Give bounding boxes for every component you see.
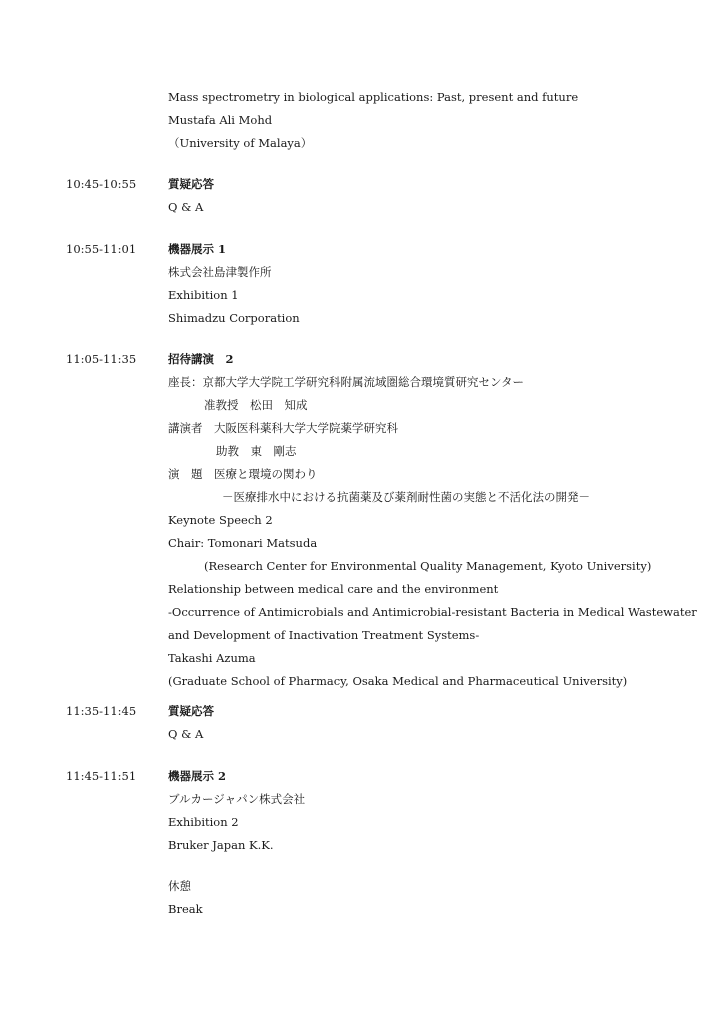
session-title-en: Exhibition 2 [168, 815, 239, 829]
session-time: 10:45-10:55 [66, 177, 137, 191]
talk-title: Mass spectrometry in biological applications: Past, present and future [168, 90, 579, 104]
session-subtitle: Q & A [168, 727, 204, 741]
chair-name-ja: 准教授 松田 知成 [204, 398, 308, 412]
break-title-en: Break [168, 902, 203, 916]
speaker-name: Mustafa Ali Mohd [168, 113, 273, 127]
talk-subtitle-ja: －医療排水中における抗菌薬及び薬剤耐性菌の実態と不活化法の開発－ [222, 490, 590, 504]
speaker-affiliation-ja: 講演者 大阪医科薬科大学大学院薬学研究科 [168, 421, 398, 435]
talk-title-ja: 演 題 医療と環境の関わり [168, 467, 318, 481]
company-name-ja: 株式会社島津製作所 [168, 265, 272, 279]
session-subtitle: Q & A [168, 200, 204, 214]
company-name-en: Bruker Japan K.K. [168, 838, 274, 852]
speaker-affiliation: （University of Malaya） [168, 136, 313, 150]
chair-affiliation-ja: 座長：京都大学大学院工学研究科附属流域圏総合環境質研究センター [168, 375, 525, 389]
session-title: 招待講演 2 [168, 352, 234, 366]
speaker-name-en: Takashi Azuma [168, 651, 256, 665]
session-time: 11:35-11:45 [66, 704, 137, 718]
company-name-en: Shimadzu Corporation [168, 311, 300, 325]
session-title: 機器展示 2 [168, 769, 227, 783]
speaker-name-ja: 助教 東 剛志 [216, 444, 297, 458]
company-name-ja: ブルカージャパン株式会社 [168, 792, 306, 806]
session-title: 質疑応答 [168, 177, 214, 191]
talk-title-en: Relationship between medical care and the environment [168, 582, 499, 596]
chair-name-en: Chair: Tomonari Matsuda [168, 536, 318, 550]
talk-subtitle-en-1: -Occurrence of Antimicrobials and Antimicrobial-resistant Bacteria in Medical Wastewater [168, 605, 697, 619]
session-time: 11:45-11:51 [66, 769, 137, 783]
chair-affiliation-en: (Research Center for Environmental Quality Management, Kyoto University) [204, 559, 652, 573]
session-time: 10:55-11:01 [66, 242, 137, 256]
break-title-ja: 休憩 [168, 879, 191, 893]
session-title-en: Exhibition 1 [168, 288, 239, 302]
session-title: 質疑応答 [168, 704, 214, 718]
session-title: 機器展示 1 [168, 242, 227, 256]
session-time: 11:05-11:35 [66, 352, 137, 366]
session-title-en: Keynote Speech 2 [168, 513, 273, 527]
talk-subtitle-en-2: and Development of Inactivation Treatment Systems- [168, 628, 480, 642]
speaker-affiliation-en: (Graduate School of Pharmacy, Osaka Medical and Pharmaceutical University) [168, 674, 628, 688]
